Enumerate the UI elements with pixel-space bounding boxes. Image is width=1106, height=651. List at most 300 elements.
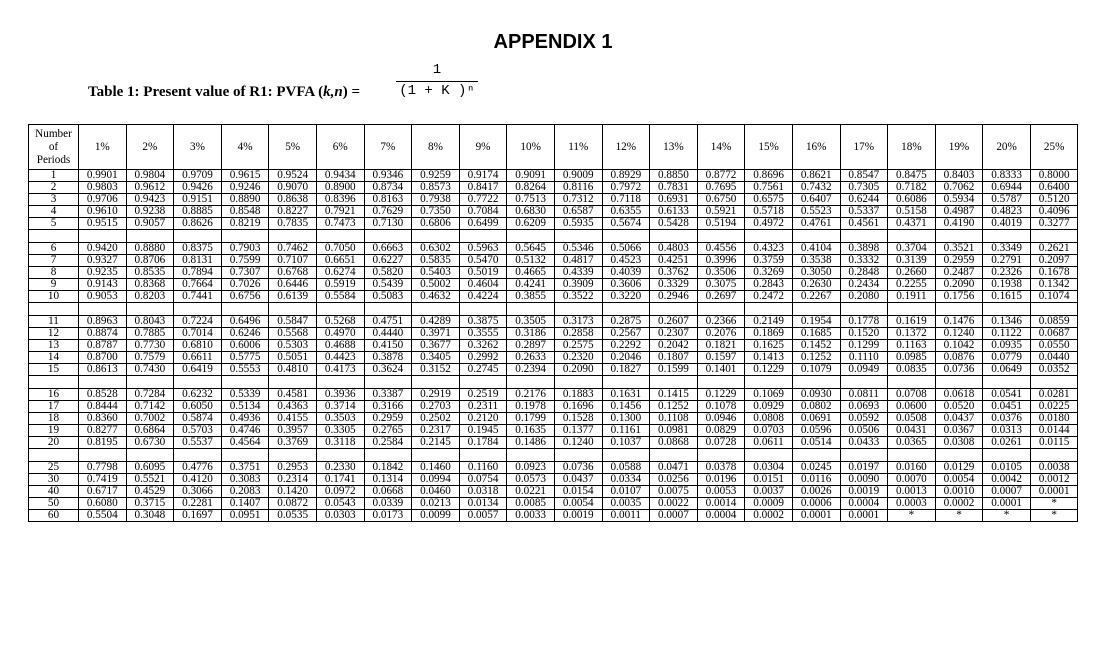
value-cell: 0.4970 [316, 328, 364, 340]
value-cell: 0.0352 [1030, 364, 1078, 376]
value-cell: 0.0811 [840, 389, 888, 401]
value-cell: 0.3083 [221, 474, 269, 486]
value-cell: 0.2281 [174, 498, 222, 510]
spacer-cell [269, 230, 317, 243]
value-cell: 0.9612 [126, 182, 174, 194]
value-cell: 0.2255 [888, 279, 936, 291]
spacer-cell [792, 376, 840, 389]
value-cell: 0.2120 [459, 413, 507, 425]
value-cell: 0.8772 [697, 170, 745, 182]
value-cell: 0.4289 [412, 316, 460, 328]
value-cell: 0.1161 [602, 425, 650, 437]
value-cell: 0.7312 [554, 194, 602, 206]
spacer-cell [792, 230, 840, 243]
period-cell: 6 [29, 243, 79, 255]
value-cell: 0.0535 [269, 510, 317, 522]
value-cell: 0.1954 [792, 316, 840, 328]
value-cell: 0.1078 [697, 401, 745, 413]
rate-header: 3% [174, 125, 222, 170]
value-cell: 0.6095 [126, 462, 174, 474]
value-cell: 0.9426 [174, 182, 222, 194]
value-cell: 0.0736 [554, 462, 602, 474]
value-cell: 0.3936 [316, 389, 364, 401]
spacer-cell [697, 449, 745, 462]
value-cell: 0.3996 [697, 255, 745, 267]
value-cell: 0.8396 [316, 194, 364, 206]
value-cell: 0.5504 [79, 510, 127, 522]
value-cell: 0.0173 [364, 510, 412, 522]
value-cell: 0.0245 [792, 462, 840, 474]
value-cell: 0.1697 [174, 510, 222, 522]
value-cell: 0.7938 [412, 194, 460, 206]
value-cell: 0.3066 [174, 486, 222, 498]
spacer-cell [29, 303, 79, 316]
value-cell: 0.9053 [79, 291, 127, 303]
spacer-cell [126, 303, 174, 316]
value-cell: 0.5268 [316, 316, 364, 328]
table-row [29, 182, 1078, 194]
value-cell: 0.2946 [650, 291, 698, 303]
value-cell: 0.7107 [269, 255, 317, 267]
value-cell: 0.0618 [935, 389, 983, 401]
value-cell: 0.7062 [935, 182, 983, 194]
value-cell: 0.0134 [459, 498, 507, 510]
value-cell: 0.1252 [650, 401, 698, 413]
value-cell: 0.0859 [1030, 316, 1078, 328]
table-row [29, 389, 1078, 401]
value-cell: 0.0543 [316, 498, 364, 510]
value-cell: 0.8885 [174, 206, 222, 218]
value-cell: 0.0042 [983, 474, 1031, 486]
value-cell: 0.6499 [459, 218, 507, 230]
value-cell: 0.3521 [935, 243, 983, 255]
spacer-cell [697, 303, 745, 316]
value-cell: 0.0007 [650, 510, 698, 522]
value-cell: 0.7307 [221, 267, 269, 279]
value-cell: 0.4173 [316, 364, 364, 376]
value-cell: 0.6651 [316, 255, 364, 267]
value-cell: 0.1635 [507, 425, 555, 437]
table-row [29, 243, 1078, 255]
table-row [29, 328, 1078, 340]
value-cell: 0.8787 [79, 340, 127, 352]
value-cell: 0.0070 [888, 474, 936, 486]
value-cell: 0.8000 [1030, 170, 1078, 182]
spacer-cell [602, 303, 650, 316]
value-cell: 0.8621 [792, 170, 840, 182]
value-cell: 0.4019 [983, 218, 1031, 230]
value-cell: 0.0107 [602, 486, 650, 498]
value-cell: 0.2992 [459, 352, 507, 364]
period-cell: 60 [29, 510, 79, 522]
value-cell: 0.8403 [935, 170, 983, 182]
value-cell: 0.0431 [888, 425, 936, 437]
fraction-bar [396, 81, 478, 82]
value-cell: 0.2326 [983, 267, 1031, 279]
table-row [29, 316, 1078, 328]
value-cell: 0.4150 [364, 340, 412, 352]
spacer-cell [554, 449, 602, 462]
value-cell: 0.4987 [935, 206, 983, 218]
rate-header: 4% [221, 125, 269, 170]
period-cell: 7 [29, 255, 79, 267]
value-cell: 0.8696 [745, 170, 793, 182]
period-cell: 16 [29, 389, 79, 401]
value-cell: 0.0037 [745, 486, 793, 498]
value-cell: 0.0365 [888, 437, 936, 449]
value-cell: 0.5158 [888, 206, 936, 218]
value-cell: 0.8043 [126, 316, 174, 328]
value-cell: 0.5703 [174, 425, 222, 437]
rate-header: 5% [269, 125, 317, 170]
value-cell: 0.7894 [174, 267, 222, 279]
value-cell: 0.7664 [174, 279, 222, 291]
value-cell: 0.4632 [412, 291, 460, 303]
value-cell: 0.1615 [983, 291, 1031, 303]
value-cell: 0.1599 [650, 364, 698, 376]
value-cell: 0.3769 [269, 437, 317, 449]
value-cell: 0.0693 [840, 401, 888, 413]
value-cell: 0.5674 [602, 218, 650, 230]
value-cell: 0.8203 [126, 291, 174, 303]
value-cell: 0.1869 [745, 328, 793, 340]
value-cell: 0.2621 [1030, 243, 1078, 255]
value-cell: 0.1978 [507, 401, 555, 413]
value-cell: 0.3387 [364, 389, 412, 401]
value-cell: 0.8333 [983, 170, 1031, 182]
value-cell: 0.9803 [79, 182, 127, 194]
value-cell: * [935, 510, 983, 522]
value-cell: 0.5553 [221, 364, 269, 376]
spacer-cell [602, 230, 650, 243]
value-cell: 0.1741 [316, 474, 364, 486]
value-cell: 0.4224 [459, 291, 507, 303]
value-cell: 0.0002 [745, 510, 793, 522]
table-row [29, 425, 1078, 437]
period-cell: 5 [29, 218, 79, 230]
spacer-cell [126, 376, 174, 389]
value-cell: 0.2919 [412, 389, 460, 401]
value-cell: 0.8547 [840, 170, 888, 182]
table-body [29, 170, 1078, 522]
period-cell: 8 [29, 267, 79, 279]
value-cell: 0.3139 [888, 255, 936, 267]
value-cell: 0.0054 [554, 498, 602, 510]
value-cell: 0.2090 [935, 279, 983, 291]
value-cell: 0.0001 [1030, 486, 1078, 498]
value-cell: 0.1252 [792, 352, 840, 364]
value-cell: 0.9515 [79, 218, 127, 230]
value-cell: 0.7182 [888, 182, 936, 194]
value-cell: 0.0514 [792, 437, 840, 449]
value-cell: 0.0728 [697, 437, 745, 449]
value-cell: 0.0334 [602, 474, 650, 486]
group-spacer [29, 303, 1078, 316]
spacer-cell [1030, 376, 1078, 389]
table-row [29, 267, 1078, 279]
value-cell: 0.2959 [935, 255, 983, 267]
spacer-cell [316, 449, 364, 462]
value-cell: 0.1631 [602, 389, 650, 401]
value-cell: 0.0281 [1030, 389, 1078, 401]
value-cell: 0.5066 [602, 243, 650, 255]
value-cell: 0.0868 [650, 437, 698, 449]
value-cell: 0.5470 [459, 255, 507, 267]
spacer-cell [650, 376, 698, 389]
value-cell: 0.0573 [507, 474, 555, 486]
value-cell: 0.5051 [269, 352, 317, 364]
value-cell: 0.4039 [602, 267, 650, 279]
value-cell: 0.8277 [79, 425, 127, 437]
value-cell: 0.7599 [221, 255, 269, 267]
value-cell: 0.5537 [174, 437, 222, 449]
value-cell: 0.6133 [650, 206, 698, 218]
value-cell: 0.7305 [840, 182, 888, 194]
value-cell: 0.2584 [364, 437, 412, 449]
spacer-cell [29, 449, 79, 462]
value-cell: 0.7441 [174, 291, 222, 303]
value-cell: 0.5963 [459, 243, 507, 255]
value-cell: 0.1756 [935, 291, 983, 303]
value-cell: 0.7695 [697, 182, 745, 194]
value-cell: 0.0019 [840, 486, 888, 498]
value-cell: 0.1069 [745, 389, 793, 401]
value-cell: 0.0160 [888, 462, 936, 474]
value-cell: 0.4665 [507, 267, 555, 279]
value-cell: 0.0736 [935, 364, 983, 376]
value-cell: 0.2083 [221, 486, 269, 498]
value-cell: 0.1452 [792, 340, 840, 352]
rate-header: 9% [459, 125, 507, 170]
value-cell: 0.4323 [745, 243, 793, 255]
value-cell: 0.4096 [1030, 206, 1078, 218]
value-cell: 0.7473 [316, 218, 364, 230]
value-cell: 0.6419 [174, 364, 222, 376]
value-cell: 0.4155 [269, 413, 317, 425]
value-cell: 0.0001 [840, 510, 888, 522]
value-cell: 0.7972 [602, 182, 650, 194]
value-cell: 0.0949 [840, 364, 888, 376]
value-cell: 0.1476 [935, 316, 983, 328]
value-cell: 0.6830 [507, 206, 555, 218]
value-cell: 0.8963 [79, 316, 127, 328]
value-cell: 0.0154 [554, 486, 602, 498]
formula-fraction [392, 62, 482, 100]
value-cell: 0.1938 [983, 279, 1031, 291]
value-cell: 0.3624 [364, 364, 412, 376]
spacer-cell [459, 376, 507, 389]
value-cell: 0.2320 [554, 352, 602, 364]
value-cell: 0.4604 [459, 279, 507, 291]
table-row [29, 498, 1078, 510]
value-cell: 0.4746 [221, 425, 269, 437]
value-cell: 0.0022 [650, 498, 698, 510]
value-cell: 0.2314 [269, 474, 317, 486]
period-cell: 15 [29, 364, 79, 376]
value-cell: 0.2745 [459, 364, 507, 376]
period-header [29, 125, 79, 170]
value-cell: 0.2875 [602, 316, 650, 328]
value-cell: 0.1827 [602, 364, 650, 376]
value-cell: 0.0520 [935, 401, 983, 413]
spacer-cell [1030, 230, 1078, 243]
value-cell: 0.3538 [792, 255, 840, 267]
value-cell: 0.0367 [935, 425, 983, 437]
value-cell: 0.3971 [412, 328, 460, 340]
value-cell: 0.4751 [364, 316, 412, 328]
value-cell: 0.5835 [412, 255, 460, 267]
spacer-cell [364, 230, 412, 243]
value-cell: 0.8131 [174, 255, 222, 267]
value-cell: 0.0004 [697, 510, 745, 522]
formula-numerator: 1 [432, 62, 442, 78]
value-cell: 0.3855 [507, 291, 555, 303]
value-cell: 0.0001 [983, 498, 1031, 510]
spacer-cell [174, 449, 222, 462]
value-cell: 0.3166 [364, 401, 412, 413]
value-cell: 0.5874 [174, 413, 222, 425]
value-cell: 0.6864 [126, 425, 174, 437]
table-row [29, 291, 1078, 303]
value-cell: 0.6244 [840, 194, 888, 206]
value-cell: 0.0256 [650, 474, 698, 486]
value-cell: 0.8706 [126, 255, 174, 267]
period-cell: 18 [29, 413, 79, 425]
spacer-cell [745, 376, 793, 389]
period-header-line: of [48, 140, 59, 153]
value-cell: 0.7835 [269, 218, 317, 230]
value-cell: 0.1108 [650, 413, 698, 425]
period-cell: 50 [29, 498, 79, 510]
value-cell: 0.0872 [269, 498, 317, 510]
spacer-cell [459, 303, 507, 316]
value-cell: 0.5132 [507, 255, 555, 267]
value-cell: 0.0196 [697, 474, 745, 486]
value-cell: 0.3405 [412, 352, 460, 364]
value-cell: 0.0611 [745, 437, 793, 449]
value-cell: 0.7130 [364, 218, 412, 230]
table-caption [88, 82, 360, 102]
group-spacer [29, 376, 1078, 389]
value-cell: 0.2292 [602, 340, 650, 352]
period-cell: 3 [29, 194, 79, 206]
value-cell: 0.0471 [650, 462, 698, 474]
value-cell: 0.0038 [1030, 462, 1078, 474]
value-cell: 0.9259 [412, 170, 460, 182]
value-cell: 0.3909 [554, 279, 602, 291]
value-cell: 0.0007 [983, 486, 1031, 498]
table-row [29, 437, 1078, 449]
value-cell: 0.3875 [459, 316, 507, 328]
value-cell: 0.5718 [745, 206, 793, 218]
value-cell: 0.2660 [888, 267, 936, 279]
value-cell: 0.4561 [840, 218, 888, 230]
rate-header: 14% [697, 125, 745, 170]
value-cell: 0.4529 [126, 486, 174, 498]
rate-header: 12% [602, 125, 650, 170]
value-cell: 0.7142 [126, 401, 174, 413]
value-cell: 0.7432 [792, 182, 840, 194]
period-cell: 9 [29, 279, 79, 291]
value-cell: 0.4190 [935, 218, 983, 230]
rate-header: 2% [126, 125, 174, 170]
value-cell: 0.8535 [126, 267, 174, 279]
value-cell: 0.2697 [697, 291, 745, 303]
value-cell: 0.6050 [174, 401, 222, 413]
value-cell: 0.0019 [554, 510, 602, 522]
value-cell: 0.0054 [935, 474, 983, 486]
value-cell: 0.7730 [126, 340, 174, 352]
value-cell: 0.7050 [316, 243, 364, 255]
value-cell: 0.1407 [221, 498, 269, 510]
value-cell: 0.1799 [507, 413, 555, 425]
value-cell: 0.8548 [221, 206, 269, 218]
value-cell: 0.4371 [888, 218, 936, 230]
value-cell: 0.0460 [412, 486, 460, 498]
value-cell: 0.2149 [745, 316, 793, 328]
value-cell: 0.9423 [126, 194, 174, 206]
value-cell: 0.2042 [650, 340, 698, 352]
spacer-cell [840, 303, 888, 316]
spacer-cell [507, 376, 555, 389]
spacer-cell [1030, 449, 1078, 462]
value-cell: 0.0105 [983, 462, 1031, 474]
value-cell: 0.6355 [602, 206, 650, 218]
value-cell: 0.9706 [79, 194, 127, 206]
value-cell: 0.6587 [554, 206, 602, 218]
value-cell: 0.1486 [507, 437, 555, 449]
present-value-table [28, 124, 1078, 522]
value-cell: 0.7462 [269, 243, 317, 255]
rate-header: 20% [983, 125, 1031, 170]
value-cell: * [888, 510, 936, 522]
table-row [29, 510, 1078, 522]
table-row [29, 364, 1078, 376]
value-cell: 0.9151 [174, 194, 222, 206]
value-cell: 0.2317 [412, 425, 460, 437]
value-cell: 0.0946 [697, 413, 745, 425]
value-cell: 0.6446 [269, 279, 317, 291]
rate-header: 15% [745, 125, 793, 170]
value-cell: 0.3505 [507, 316, 555, 328]
value-cell: 0.0437 [935, 413, 983, 425]
value-cell: 0.9238 [126, 206, 174, 218]
spacer-cell [650, 230, 698, 243]
value-cell: 0.3075 [697, 279, 745, 291]
spacer-cell [29, 230, 79, 243]
spacer-cell [554, 303, 602, 316]
spacer-cell [364, 303, 412, 316]
value-cell: 0.6006 [221, 340, 269, 352]
table-row [29, 486, 1078, 498]
value-cell: 0.0213 [412, 498, 460, 510]
period-cell: 10 [29, 291, 79, 303]
value-cell: 0.0011 [602, 510, 650, 522]
value-cell: 0.6246 [221, 328, 269, 340]
value-cell: 0.0703 [745, 425, 793, 437]
value-cell: 0.5120 [1030, 194, 1078, 206]
value-cell: 0.0002 [935, 498, 983, 510]
value-cell: 0.1314 [364, 474, 412, 486]
value-cell: 0.0026 [792, 486, 840, 498]
value-cell: 0.0151 [745, 474, 793, 486]
table-row [29, 401, 1078, 413]
value-cell: 0.3220 [602, 291, 650, 303]
value-cell: 0.0550 [1030, 340, 1078, 352]
value-cell: 0.9901 [79, 170, 127, 182]
spacer-cell [459, 230, 507, 243]
value-cell: 0.8734 [364, 182, 412, 194]
